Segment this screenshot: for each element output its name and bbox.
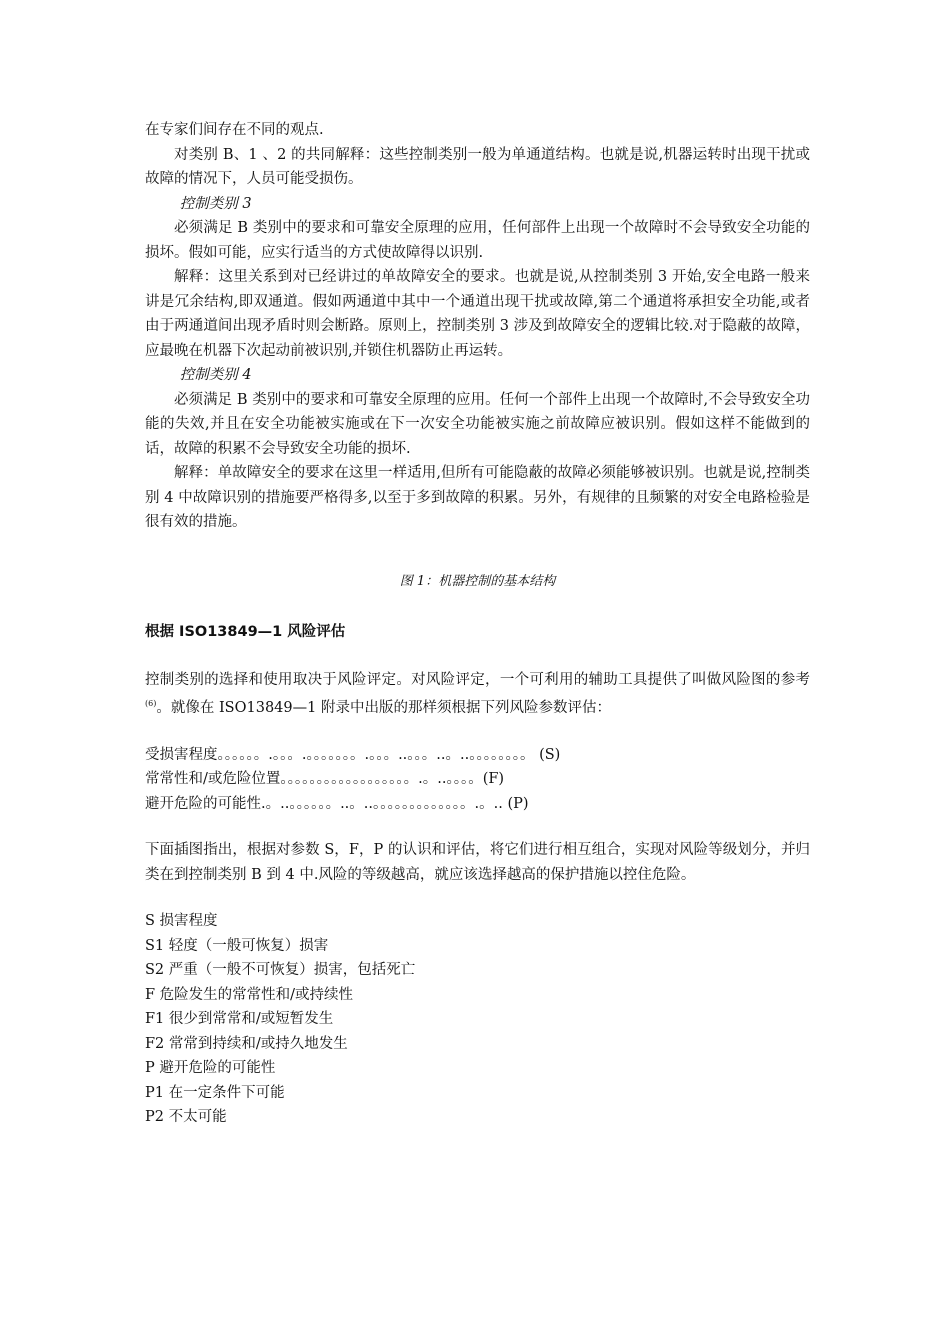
heading-control-category-3: 控制类别 3 (179, 195, 252, 212)
paragraph-category-4-explanation: 解释：单故障安全的要求在这里一样适用,但所有可能隐蔽的故障必须能够被识别。也就是说,控制类别 4 中故障识别的措施要严格得多,以至于多到故障的积累。另外，有规律的且频繁的对安全电路检验是很有效的措施。 (145, 465, 810, 530)
heading-control-category-4: 控制类别 4 (179, 367, 252, 383)
legend-item: F1 很少到常常和/或短暂发生 (145, 1011, 334, 1027)
legend-item: F 危险发生的常常性和/或持续性 (145, 986, 354, 1003)
legend-item: S2 严重（一般不可恢复）损害，包括死亡 (145, 962, 416, 978)
document-page (145, 118, 810, 1130)
section-heading-risk-assessment: 根据 ISO13849—1 风险评估 (145, 623, 346, 640)
paragraph-categories-b12-explanation: 对类别 B、1 、2 的共同解释：这些控制类别一般为单通道结构。也就是说,机器运转时出现干扰或故障的情况下，人员可能受损伤。 (145, 146, 810, 187)
paragraph-experts-opinion: 在专家们间存在不同的观点. (145, 122, 324, 138)
risk-parameter-legend (145, 909, 810, 1130)
legend-item: P 避开危险的可能性 (145, 1060, 276, 1076)
legend-item: S 损害程度 (145, 913, 218, 929)
risk-param-severity: 受损害程度。。。。。。.。。。.。。。。。。。.。。。..。。。..。..。。。。。。。。 (S) (145, 746, 561, 763)
paragraph-category-3-explanation: 解释：这里关系到对已经讲过的单故障安全的要求。也就是说,从控制类别 3 开始,安全电路一般来讲是冗余结构,即双通道。假如两通道中其中一个通道出现干扰或故障,第二个通道将承担安全功能,或者由于两通道间出现矛盾时则会断路。原则上，控制类别 3 涉及到故障安全的逻辑比较.对于隐蔽的故障，应最晚在机器下次起动前被识别,并锁住机器防止再运转。 (145, 269, 810, 359)
legend-item: S1 轻度（一般可恢复）损害 (145, 937, 329, 954)
risk-param-frequency: 常常性和/或危险位置。。。。。。。。。。。。。。。。。。.。..。。。。(F) (145, 771, 505, 787)
reference-marker: (6) (145, 699, 157, 708)
paragraph-category-3-requirement: 必须满足 B 类别中的要求和可靠安全原理的应用，任何部件上出现一个故障时不会导致安全功能的损坏。假如可能，应实行适当的方式使故障得以识别. (145, 220, 810, 261)
paragraph-category-4-requirement: 必须满足 B 类别中的要求和可靠安全原理的应用。任何一个部件上出现一个故障时,不会导致安全功能的失效,并且在安全功能被实施或在下一次安全功能被实施之前故障应被识别。假如这样不能做到的话，故障的积累不会导致安全功能的损坏. (145, 391, 810, 457)
intro-text-b: 。就像在 ISO13849—1 附录中出版的那样须根据下列风险参数评估： (156, 700, 611, 716)
intro-text-a: 控制类别的选择和使用取决于风险评定。对风险评定，一个可利用的辅助工具提供了叫做风险图的参考 (145, 671, 810, 688)
paragraph-risk-assessment-intro (145, 668, 810, 721)
figure-caption: 图 1：机器控制的基本结构 (399, 573, 556, 589)
legend-item: P1 在一定条件下可能 (145, 1084, 285, 1101)
legend-item: F2 常常到持续和/或持久地发生 (145, 1035, 348, 1052)
paragraph-risk-graph-explanation: 下面插图指出，根据对参数 S，F，P 的认识和评估，将它们进行相互组合，实现对风险等级划分，并归类在到控制类别 B 到 4 中.风险的等级越高，就应该选择越高的保护措施以控住危险。 (145, 842, 810, 883)
risk-param-avoidance: 避开危险的可能性.。..。。。。。。..。..。。。。。。。。。。。。。.。.. (P) (145, 795, 529, 812)
legend-item: P2 不太可能 (145, 1109, 227, 1125)
